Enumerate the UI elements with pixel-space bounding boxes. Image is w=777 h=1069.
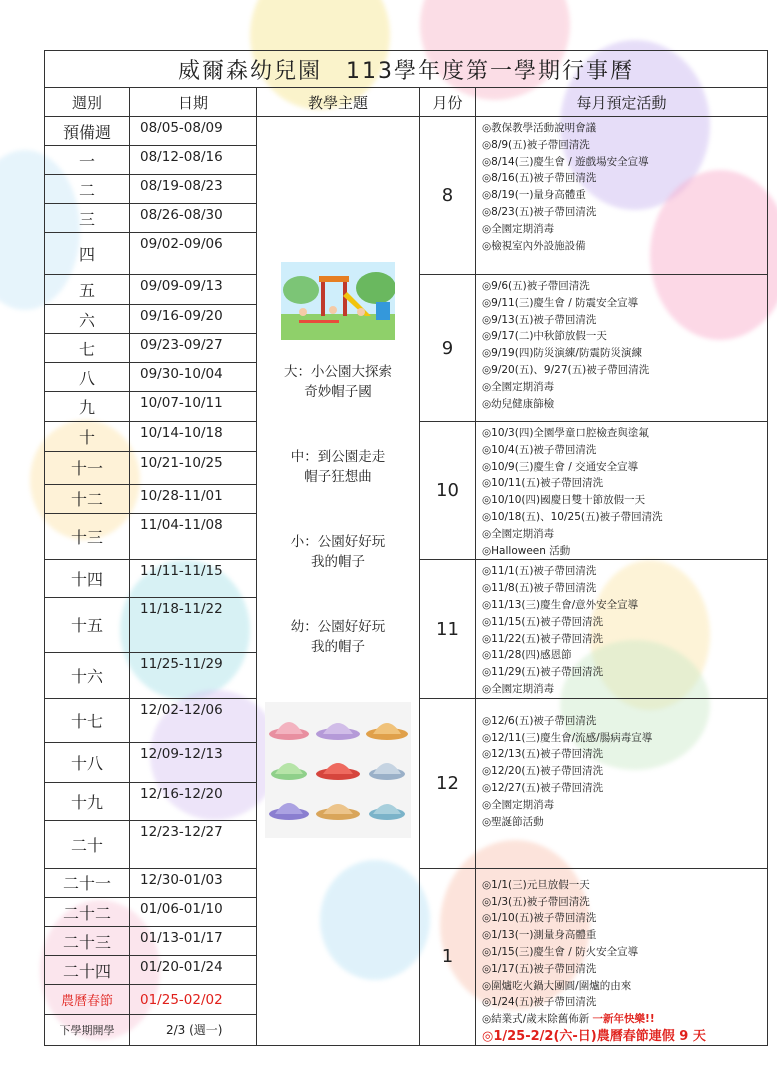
week-label: 四: [45, 233, 130, 275]
week-date: 09/16-09/20: [130, 305, 257, 334]
activity-item: ◎9/20(五)、9/27(五)被子帶回清洗: [482, 363, 650, 376]
week-date: 09/30-10/04: [130, 363, 257, 392]
calendar-page: [44, 50, 767, 1044]
activity-item: ◎12/27(五)被子帶回清洗: [482, 781, 604, 794]
week-date: 08/05-08/09: [130, 117, 257, 146]
month-11-activities: [476, 560, 768, 698]
activity-item: [482, 1011, 767, 1028]
week-date: 12/09-12/13: [130, 742, 257, 782]
week-date: 11/11-11/15: [130, 560, 257, 597]
theme-small-line2: 我的帽子: [311, 554, 365, 570]
week-label: 二十二: [45, 897, 130, 926]
header-activities: 每月預定活動: [476, 88, 768, 117]
activity-item: ◎教保教學活動說明會議: [482, 122, 597, 134]
activity-item: ◎聖誕節活動: [482, 815, 544, 828]
week-date: 08/19-08/23: [130, 175, 257, 204]
week-label: 十八: [45, 742, 130, 782]
activity-item: ◎9/13(五)被子帶回清洗: [482, 313, 597, 326]
activity-item: ◎全園定期消毒: [482, 222, 555, 235]
month-10-activities: [476, 422, 768, 560]
activity-item: ◎9/6(五)被子帶回清洗: [482, 280, 590, 292]
hats-icon: [265, 702, 411, 838]
week-label: 六: [45, 305, 130, 334]
week-label: 十五: [45, 597, 130, 652]
week-date: 01/06-01/10: [130, 897, 257, 926]
month-1: 1: [420, 868, 476, 1045]
week-label: 一: [45, 146, 130, 175]
week-date: 11/18-11/22: [130, 597, 257, 652]
activity-item: ◎11/28(四)感恩節: [482, 649, 572, 662]
page-title: 威爾森幼兒園 113學年度第一學期行事曆: [45, 51, 768, 88]
activity-item: ◎11/8(五)被子帶回清洗: [482, 582, 597, 595]
week-label: 十三: [45, 513, 130, 559]
month-11: 11: [420, 560, 476, 698]
week-label: 十四: [45, 560, 130, 597]
new-year-greeting: 一新年快樂!!: [592, 1013, 655, 1026]
hats-illustration: [257, 702, 419, 844]
week-date: 10/21-10/25: [130, 452, 257, 484]
week-label: 二: [45, 175, 130, 204]
week-date: 12/23-12/27: [130, 820, 257, 868]
activity-item: ◎1/3(五)被子帶回清洗: [482, 895, 590, 908]
activity-item: ◎10/9(三)慶生會 / 交通安全宣導: [482, 460, 639, 473]
activity-item: ◎8/9(五)被子帶回清洗: [482, 138, 590, 151]
week-date: 12/30-01/03: [130, 868, 257, 897]
week-label: 十七: [45, 698, 130, 742]
activity-item: ◎8/19(一)量身高體重: [482, 189, 586, 202]
activity-item: ◎10/11(五)被子帶回清洗: [482, 477, 604, 490]
week-date: 10/14-10/18: [130, 422, 257, 452]
week-label: 五: [45, 275, 130, 305]
header-theme: 教學主題: [257, 88, 420, 117]
activity-item: ◎11/29(五)被子帶回清洗: [482, 666, 604, 679]
month-8: 8: [420, 117, 476, 275]
theme-big-line1: 大：小公園大探索: [284, 364, 392, 380]
activity-item-text: ◎結業式/歲末除舊佈新: [482, 1013, 590, 1026]
month-1-activities: [476, 868, 768, 1045]
activity-item: ◎11/1(五)被子帶回清洗: [482, 565, 597, 578]
activity-item: ◎9/19(四)防災演練/防震防災演練: [482, 347, 642, 360]
week-label: 二十一: [45, 868, 130, 897]
activity-item: ◎12/6(五)被子帶回清洗: [482, 714, 597, 727]
activity-item: ◎11/13(三)慶生會/意外安全宣導: [482, 598, 639, 611]
week-label: 十九: [45, 782, 130, 820]
activity-item: ◎10/3(四)全園學童口腔檢查與塗氟: [482, 427, 649, 439]
theme-toddler-line1: 幼：公園好好玩: [290, 619, 386, 635]
activity-item: ◎全園定期消毒: [482, 380, 555, 393]
week-date: 12/16-12/20: [130, 782, 257, 820]
week-label: 九: [45, 392, 130, 422]
week-label: 二十: [45, 820, 130, 868]
activity-item: ◎10/4(五)被子帶回清洗: [482, 443, 597, 456]
header-month: 月份: [420, 88, 476, 117]
week-date: 12/02-12/06: [130, 698, 257, 742]
activity-item: ◎檢視室內外設施設備: [482, 239, 586, 252]
week-date: 10/28-11/01: [130, 484, 257, 513]
month-10: 10: [420, 422, 476, 560]
week-date: 01/13-01/17: [130, 927, 257, 956]
theme-toddler-line2: 我的帽子: [311, 639, 365, 655]
week-label: 二十三: [45, 927, 130, 956]
week-label: 十二: [45, 484, 130, 513]
header-date: 日期: [130, 88, 257, 117]
activity-item: ◎12/20(五)被子帶回清洗: [482, 765, 604, 778]
activity-item: ◎9/17(二)中秋節放假一天: [482, 330, 607, 343]
month-9-activities: [476, 275, 768, 422]
activity-item: ◎1/1(三)元旦放假一天: [482, 878, 590, 891]
month-8-activities: [476, 117, 768, 275]
activity-item: ◎10/10(四)國慶日雙十節放假一天: [482, 494, 646, 507]
theme-mid-line1: 中：到公園走走: [290, 449, 386, 465]
theme-mid-line2: 帽子狂想曲: [304, 469, 372, 485]
week-date: 09/23-09/27: [130, 334, 257, 363]
week-label: 預備週: [45, 117, 130, 146]
week-label-next-semester: 下學期開學: [45, 1014, 130, 1045]
week-date: 11/25-11/29: [130, 652, 257, 698]
activity-item: ◎幼兒健康篩檢: [482, 397, 555, 410]
activity-item: ◎10/18(五)、10/25(五)被子帶回清洗: [482, 510, 663, 523]
week-date: 08/12-08/16: [130, 146, 257, 175]
lunar-new-year-holiday: ◎1/25-2/2(六-日)農曆春節連假 9 天: [482, 1028, 706, 1044]
activity-item: ◎全園定期消毒: [482, 527, 555, 540]
theme-cell: [257, 117, 420, 1046]
activity-item: ◎1/17(五)被子帶回清洗: [482, 962, 597, 975]
calendar-table: [44, 50, 768, 1046]
activity-item: ◎8/14(三)慶生會 / 遊戲場安全宣導: [482, 155, 649, 168]
week-date: 11/04-11/08: [130, 513, 257, 559]
theme-big-line2: 奇妙帽子國: [304, 384, 372, 400]
week-label: 二十四: [45, 956, 130, 985]
activity-item: ◎8/23(五)被子帶回清洗: [482, 205, 597, 218]
month-12: 12: [420, 698, 476, 868]
header-week: 週別: [45, 88, 130, 117]
week-date: 10/07-10/11: [130, 392, 257, 422]
week-date: 09/02-09/06: [130, 233, 257, 275]
week-label: 十: [45, 422, 130, 452]
activity-item: ◎8/16(五)被子帶回清洗: [482, 172, 597, 185]
week-date-lunar-new-year: 01/25-02/02: [130, 985, 257, 1014]
activity-item: ◎圍爐吃火鍋大團圓/圍爐的由來: [482, 979, 632, 992]
week-label: 七: [45, 334, 130, 363]
theme-small-line1: 小：公園好好玩: [290, 534, 386, 550]
activity-item: ◎11/15(五)被子帶回清洗: [482, 615, 604, 628]
activity-item: ◎1/24(五)被子帶回清洗: [482, 996, 597, 1009]
week-date: 08/26-08/30: [130, 204, 257, 233]
activity-item: ◎12/13(五)被子帶回清洗: [482, 748, 604, 761]
activity-item: ◎1/15(三)慶生會 / 防火安全宣導: [482, 945, 639, 958]
activity-item: ◎Halloween 活動: [482, 544, 571, 557]
playground-illustration: [257, 262, 419, 346]
activity-item: ◎全園定期消毒: [482, 682, 555, 695]
month-9: 9: [420, 275, 476, 422]
week-label: 十六: [45, 652, 130, 698]
week-date: 01/20-01/24: [130, 956, 257, 985]
activity-item: ◎1/10(五)被子帶回清洗: [482, 912, 597, 925]
week-label: 三: [45, 204, 130, 233]
activity-item: ◎11/22(五)被子帶回清洗: [482, 632, 604, 645]
week-date: 09/09-09/13: [130, 275, 257, 305]
week-label-lunar-new-year: 農曆春節: [45, 985, 130, 1014]
week-date-next-semester: 2/3 (週一): [130, 1014, 257, 1045]
week-label: 八: [45, 363, 130, 392]
playground-icon: [281, 262, 395, 340]
activity-item: ◎12/11(三)慶生會/流感/腸病毒宣導: [482, 731, 653, 744]
week-label: 十一: [45, 452, 130, 484]
activity-item: ◎9/11(三)慶生會 / 防震安全宣導: [482, 296, 639, 309]
activity-item: ◎全園定期消毒: [482, 798, 555, 811]
activity-item: ◎1/13(一)測量身高體重: [482, 929, 597, 942]
month-12-activities: [476, 698, 768, 868]
